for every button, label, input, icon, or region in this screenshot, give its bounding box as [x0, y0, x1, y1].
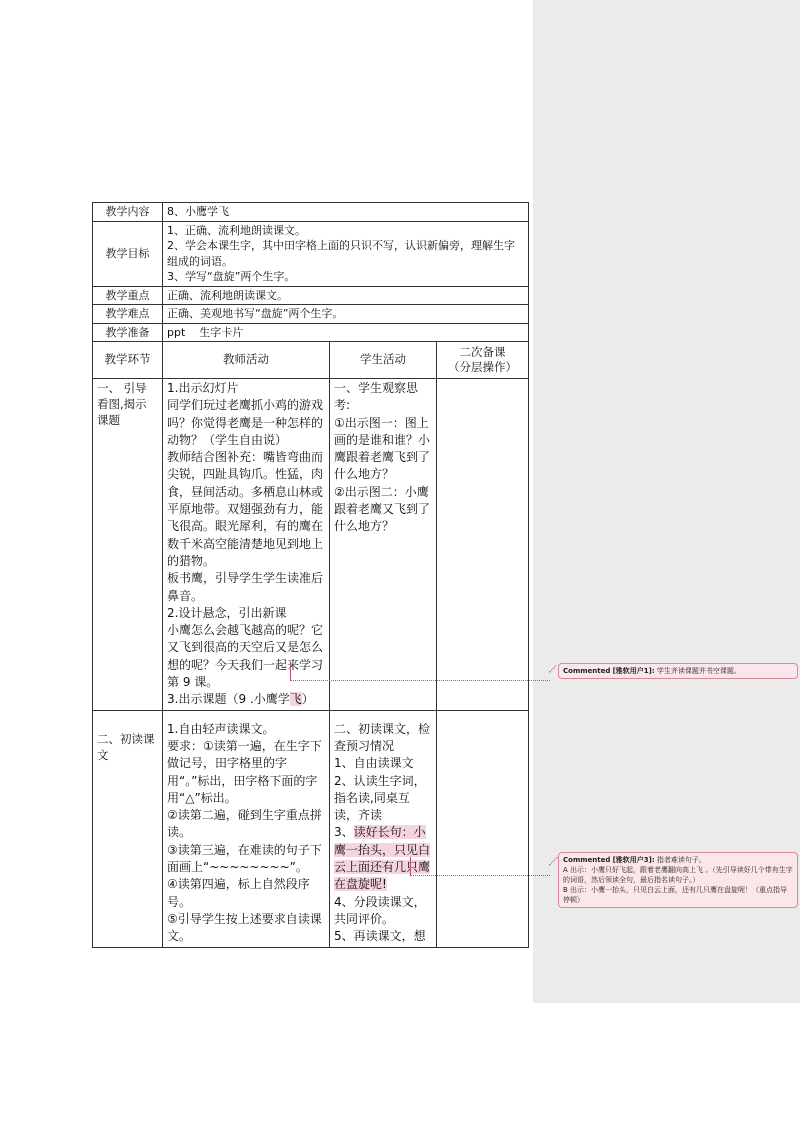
teacher-line: 1.自由轻声读课文。 [167, 721, 275, 736]
teacher-line: 1.出示幻灯片 [167, 381, 239, 395]
content-label: 教学内容 [93, 203, 163, 222]
student-line: 5、再读课文，想 [334, 929, 426, 944]
section1-student [330, 379, 437, 711]
row-key-point [93, 286, 529, 305]
student-text: 3、 [334, 825, 354, 840]
section2-second [437, 710, 529, 947]
comment-balloon[interactable] [558, 852, 798, 908]
comment-title-line [563, 855, 793, 865]
goal-line: 1、正确、流利地朗读课文。 [167, 223, 306, 237]
student-line: 1、自由读课文 [334, 756, 414, 771]
student-line: 一、学生观察思考: [334, 381, 419, 413]
key-value: 正确、流利地朗读课文。 [163, 286, 529, 305]
comment-line: B 出示：小鹰一抬头，只见白云上面，还有几只鹰在盘旋呢！（重点指导停顿） [563, 886, 788, 904]
row-preparation [93, 323, 529, 342]
goal-value [163, 221, 529, 286]
teacher-line: 要求：①读第一遍，在生字下做记号，田字格里的字用“。”标出，田字格下面的字用“△”标出。 [167, 738, 322, 805]
lesson-plan-document [92, 202, 528, 948]
comment-text: 指者难读句子。 [656, 856, 706, 864]
prep-label: 教学准备 [93, 323, 163, 342]
comment-leader [290, 680, 550, 681]
teacher-line: 2.设计悬念，引出新课 [167, 605, 287, 620]
commented-text[interactable]: 飞 [289, 692, 302, 707]
teacher-line: 板书鹰，引导学生学生读准后鼻音。 [167, 571, 324, 603]
comment-balloon[interactable] [558, 663, 798, 679]
comment-author: [雅软用户3]: [612, 856, 655, 864]
row-content [93, 203, 529, 222]
student-line: ②出示图二：小鹰跟着老鹰又飞到了什么地方？ [334, 484, 431, 534]
row-section-1 [93, 379, 529, 711]
student-line: 4、分段读课文，共同评价。 [334, 894, 426, 926]
teacher-text: 3.出示课题（9 .小鹰学 [167, 692, 290, 707]
goal-line: 3、学写“盘旋”两个生字。 [167, 270, 296, 283]
section2-step: 二、初读课文 [93, 710, 163, 947]
comment-head: Commented [563, 667, 611, 675]
teacher-line: 教师结合图补充：嘴皆弯曲而尖锐，四趾具钩爪。性猛，肉食，昼间活动。多栖息山林或平原地带。双翅强劲有力，能飞很高。眼光犀利，有的鹰在数千米高空能清楚地见到地上的猎物。 [167, 450, 324, 568]
teacher-text: ） [301, 692, 314, 707]
comment-anchor-mark [410, 857, 411, 875]
student-line [334, 824, 432, 893]
prep-value: ppt 生字卡片 [163, 323, 529, 342]
comment-author: [雅软用户1]: [612, 667, 655, 675]
comment-leader [410, 875, 550, 876]
row-section-2 [93, 710, 529, 947]
difficulty-label: 教学难点 [93, 305, 163, 324]
student-line: 二、初读课文，检查预习情况 [334, 721, 431, 753]
lesson-plan-table [92, 202, 529, 948]
commented-text[interactable]: 读好长句：小鹰一抬头，只见白云上面还有几只鹰在盘旋呢! [334, 825, 431, 892]
section1-second [437, 379, 529, 711]
difficulty-value: 正确、美观地书写“盘旋”两个生字。 [163, 305, 529, 324]
row-goals [93, 221, 529, 286]
goal-label: 教学目标 [93, 221, 163, 286]
teacher-line: ④读第四遍，标上自然段序号。 [167, 877, 310, 909]
col-step-header: 教学环节 [93, 342, 163, 379]
comment-line: A 出示：小鹰只好飞起，跟着老鹰翻向高上飞 。（先引导读好几个带有生字的词语，然后领读全句，最后指名读句子。） [563, 866, 793, 884]
student-line: ①出示图一：图上画的是谁和谁？小鹰跟着老鹰飞到了什么地方？ [334, 415, 431, 482]
comment-head: Commented [563, 856, 611, 864]
col-student-header: 学生活动 [330, 342, 437, 379]
col-teacher-header: 教师活动 [163, 342, 330, 379]
content-value: 8、小鹰学飞 [163, 203, 529, 222]
teacher-line [167, 691, 325, 708]
teacher-line: 同学们玩过老鹰抓小鸡的游戏吗？你觉得老鹰是一种怎样的动物？（学生自由说） [167, 398, 324, 447]
teacher-line: 小鹰怎么会越飞越高的呢？它又飞到很高的天空后又是怎么想的呢？今天我们一起来学习第 9 课。 [167, 623, 324, 690]
student-line: 2、认读生字词，指名读,同桌互读，齐读 [334, 773, 426, 823]
key-label: 教学重点 [93, 286, 163, 305]
row-difficulty [93, 305, 529, 324]
teacher-line: ③读第三遍，在难读的句子下面画上“~~~~~~~~”。 [167, 842, 322, 875]
section1-teacher [163, 379, 330, 711]
comment-anchor-mark [290, 664, 291, 680]
teacher-line: ⑤引导学生按上述要求自读课文。 [167, 911, 322, 944]
goal-line: 2、学会本课生字，其中田字格上面的只识不写，认识新偏旁，理解生字组成的词语。 [167, 239, 515, 268]
teacher-line: ②读第二遍，碰到生字重点拼读。 [167, 808, 322, 840]
comment-text: 学生齐读课题并书空课题。 [656, 667, 741, 675]
section2-student [330, 710, 437, 947]
row-column-headers [93, 342, 529, 379]
section1-step: 一、 引导看图,揭示课题 [93, 379, 163, 711]
section2-teacher [163, 710, 330, 947]
col-second-header: 二次备课 （分层操作） [437, 342, 529, 379]
